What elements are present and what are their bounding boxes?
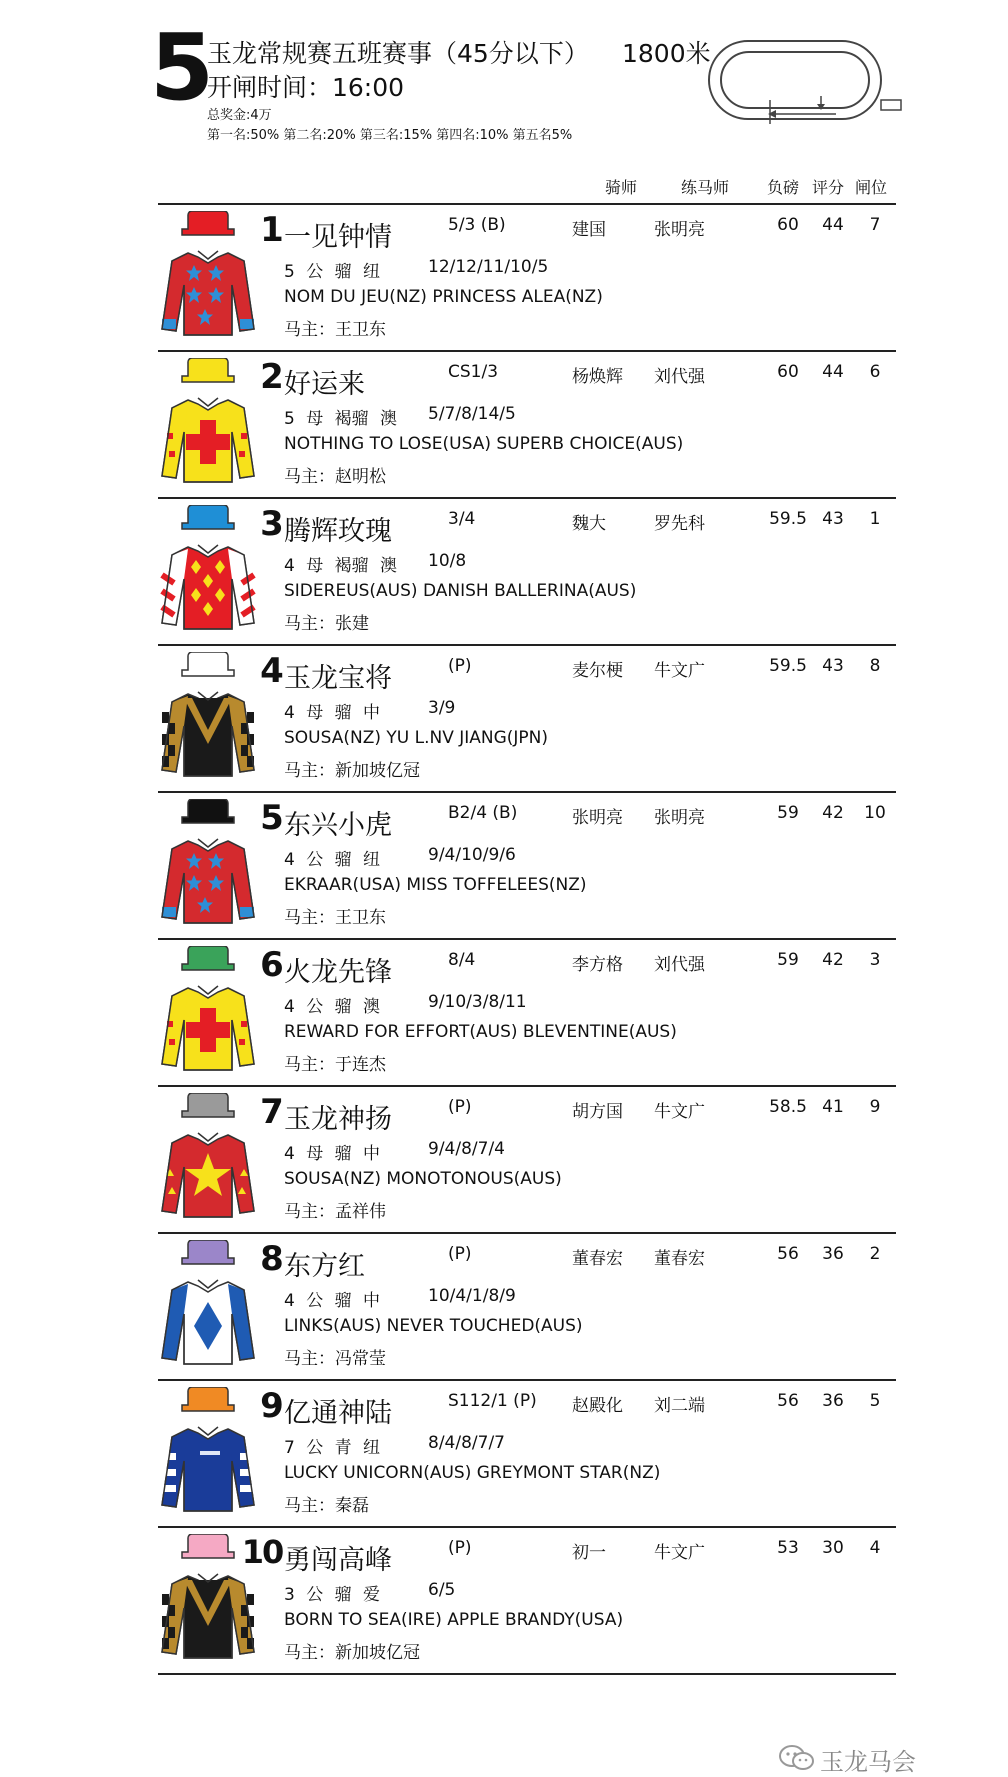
rating-value: 42 xyxy=(822,950,844,970)
owner: 马主：新加坡亿冠 xyxy=(284,1643,420,1663)
jockey-name: 胡方国 xyxy=(572,1102,623,1122)
owner: 马主：王卫东 xyxy=(284,320,386,340)
weight-value: 59 xyxy=(777,950,799,970)
gear-odds: S112/1 (P) xyxy=(448,1391,537,1411)
race-title: 玉龙常规赛五班赛事（45分以下） xyxy=(207,39,589,68)
runner-number: 7 xyxy=(260,1092,284,1132)
horse-info: 7 公 青 纽 xyxy=(284,1438,381,1458)
horse-name: 亿通神陆 xyxy=(284,1398,392,1429)
owner: 马主：张建 xyxy=(284,614,369,634)
owner: 马主：新加坡亿冠 xyxy=(284,761,420,781)
runner-number: 10 xyxy=(241,1533,283,1571)
pedigree: BORN TO SEA(IRE) APPLE BRANDY(USA) xyxy=(284,1610,624,1630)
jockey-name: 杨焕辉 xyxy=(572,367,623,387)
race-number: 5 xyxy=(150,14,211,121)
row-divider xyxy=(158,1673,896,1675)
draw-value: 2 xyxy=(869,1244,881,1264)
recent-form: 9/4/8/7/4 xyxy=(428,1139,505,1159)
rating-value: 44 xyxy=(822,215,844,235)
runner-number: 5 xyxy=(260,798,284,838)
prize-total: 总奖金:4万 xyxy=(207,108,272,123)
trainer-name: 牛文广 xyxy=(654,1543,705,1563)
draw-value: 6 xyxy=(869,362,881,382)
horse-info: 5 公 骝 纽 xyxy=(284,262,381,282)
gear-odds: 5/3 (B) xyxy=(448,215,506,235)
pedigree: SOUSA(NZ) MONOTONOUS(AUS) xyxy=(284,1169,562,1189)
pedigree: REWARD FOR EFFORT(AUS) BLEVENTINE(AUS) xyxy=(284,1022,677,1042)
trainer-name: 张明亮 xyxy=(654,808,705,828)
recent-form: 6/5 xyxy=(428,1580,456,1600)
jockey-name: 张明亮 xyxy=(572,808,623,828)
recent-form: 3/9 xyxy=(428,698,456,718)
rating-value: 42 xyxy=(822,803,844,823)
trainer-name: 牛文广 xyxy=(654,1102,705,1122)
gear-odds: B2/4 (B) xyxy=(448,803,518,823)
header-rating: 评分 xyxy=(812,178,845,197)
watermark: 玉龙马会 xyxy=(820,1748,916,1776)
runner-row xyxy=(158,499,896,645)
trainer-name: 董春宏 xyxy=(654,1249,705,1269)
trainer-name: 牛文广 xyxy=(654,661,705,681)
pedigree: LINKS(AUS) NEVER TOUCHED(AUS) xyxy=(284,1316,583,1336)
pedigree: NOTHING TO LOSE(USA) SUPERB CHOICE(AUS) xyxy=(284,434,684,454)
gear-odds: CS1/3 xyxy=(448,362,499,382)
weight-value: 53 xyxy=(777,1538,799,1558)
recent-form: 9/10/3/8/11 xyxy=(428,992,527,1012)
gear-odds: (P) xyxy=(448,656,472,676)
jockey-name: 麦尔梗 xyxy=(572,661,623,681)
runner-row xyxy=(158,352,896,498)
jockey-name: 赵殿化 xyxy=(572,1396,623,1416)
jockey-name: 初一 xyxy=(572,1543,606,1563)
weight-value: 60 xyxy=(777,362,799,382)
horse-name: 勇闯高峰 xyxy=(284,1545,392,1576)
runner-row xyxy=(158,1087,896,1233)
horse-name: 玉龙神扬 xyxy=(284,1104,392,1135)
pedigree: NOM DU JEU(NZ) PRINCESS ALEA(NZ) xyxy=(284,287,603,307)
weight-value: 59.5 xyxy=(769,656,807,676)
recent-form: 10/4/1/8/9 xyxy=(428,1286,516,1306)
header-trainer: 练马师 xyxy=(681,178,730,197)
draw-value: 7 xyxy=(869,215,881,235)
weight-value: 58.5 xyxy=(769,1097,807,1117)
trainer-name: 罗先科 xyxy=(654,514,705,534)
runner-number: 2 xyxy=(260,357,284,397)
draw-value: 8 xyxy=(869,656,881,676)
pedigree: SIDEREUS(AUS) DANISH BALLERINA(AUS) xyxy=(284,581,637,601)
draw-value: 10 xyxy=(864,803,886,823)
runner-number: 1 xyxy=(260,210,284,250)
header-jockey: 骑师 xyxy=(605,178,638,197)
rating-value: 43 xyxy=(822,509,844,529)
owner: 马主：王卫东 xyxy=(284,908,386,928)
runner-number: 6 xyxy=(260,945,284,985)
header-weight: 负磅 xyxy=(767,178,800,197)
horse-info: 4 公 骝 纽 xyxy=(284,850,381,870)
horse-info: 4 母 褐骝 澳 xyxy=(284,556,398,576)
owner: 马主：秦磊 xyxy=(284,1496,369,1516)
start-time: 开闸时间：16:00 xyxy=(207,73,405,102)
horse-name: 玉龙宝将 xyxy=(284,663,392,694)
jockey-silks-icon xyxy=(158,652,258,788)
horse-info: 5 母 褐骝 澳 xyxy=(284,409,398,429)
weight-value: 60 xyxy=(777,215,799,235)
trainer-name: 刘代强 xyxy=(654,367,705,387)
jockey-silks-icon xyxy=(158,1093,258,1229)
draw-value: 1 xyxy=(869,509,881,529)
weight-value: 56 xyxy=(777,1391,799,1411)
runner-number: 9 xyxy=(260,1386,284,1426)
weight-value: 56 xyxy=(777,1244,799,1264)
jockey-name: 建国 xyxy=(572,220,606,240)
recent-form: 9/4/10/9/6 xyxy=(428,845,516,865)
trainer-name: 刘代强 xyxy=(654,955,705,975)
recent-form: 5/7/8/14/5 xyxy=(428,404,516,424)
owner: 马主：于连杰 xyxy=(284,1055,386,1075)
gear-odds: (P) xyxy=(448,1244,472,1264)
recent-form: 12/12/11/10/5 xyxy=(428,257,549,277)
gear-odds: (P) xyxy=(448,1538,472,1558)
trainer-name: 张明亮 xyxy=(654,220,705,240)
runner-number: 8 xyxy=(260,1239,284,1279)
rating-value: 41 xyxy=(822,1097,844,1117)
pedigree: SOUSA(NZ) YU L.NV JIANG(JPN) xyxy=(284,728,549,748)
draw-value: 5 xyxy=(869,1391,881,1411)
rating-value: 30 xyxy=(822,1538,844,1558)
horse-info: 4 公 骝 中 xyxy=(284,1291,381,1311)
gear-odds: 8/4 xyxy=(448,950,476,970)
owner: 马主：孟祥伟 xyxy=(284,1202,386,1222)
trainer-name: 刘二端 xyxy=(654,1396,705,1416)
rating-value: 43 xyxy=(822,656,844,676)
recent-form: 8/4/8/7/7 xyxy=(428,1433,505,1453)
runner-row xyxy=(158,1528,896,1674)
horse-name: 东方红 xyxy=(284,1251,365,1282)
runner-row xyxy=(158,1234,896,1380)
runner-row xyxy=(158,793,896,939)
horse-info: 4 公 骝 澳 xyxy=(284,997,381,1017)
jockey-silks-icon xyxy=(158,1387,258,1523)
jockey-name: 李方格 xyxy=(572,955,623,975)
runner-row xyxy=(158,646,896,792)
runner-row xyxy=(158,940,896,1086)
prize-split: 第一名:50% 第二名:20% 第三名:15% 第四名:10% 第五名5% xyxy=(207,128,573,143)
header-draw: 闸位 xyxy=(855,178,888,197)
wechat-icon xyxy=(778,1744,816,1772)
jockey-silks-icon xyxy=(158,505,258,641)
horse-info: 4 母 骝 中 xyxy=(284,703,381,723)
jockey-silks-icon xyxy=(158,1240,258,1376)
rating-value: 36 xyxy=(822,1391,844,1411)
horse-name: 东兴小虎 xyxy=(284,810,392,841)
jockey-silks-icon xyxy=(158,358,258,494)
horse-info: 4 母 骝 中 xyxy=(284,1144,381,1164)
jockey-name: 魏大 xyxy=(572,514,606,534)
recent-form: 10/8 xyxy=(428,551,467,571)
rating-value: 36 xyxy=(822,1244,844,1264)
jockey-silks-icon xyxy=(158,946,258,1082)
weight-value: 59.5 xyxy=(769,509,807,529)
jockey-name: 董春宏 xyxy=(572,1249,623,1269)
jockey-silks-icon xyxy=(158,211,258,347)
horse-name: 腾辉玫瑰 xyxy=(284,516,392,547)
gear-odds: 3/4 xyxy=(448,509,476,529)
jockey-silks-icon xyxy=(158,799,258,935)
weight-value: 59 xyxy=(777,803,799,823)
runner-number: 3 xyxy=(260,504,284,544)
horse-info: 3 公 骝 爱 xyxy=(284,1585,381,1605)
runner-row xyxy=(158,205,896,351)
horse-name: 一见钟情 xyxy=(284,222,392,253)
draw-value: 4 xyxy=(869,1538,881,1558)
race-distance: 1800米 xyxy=(622,39,711,68)
pedigree: EKRAAR(USA) MISS TOFFELEES(NZ) xyxy=(284,875,587,895)
owner: 马主：赵明松 xyxy=(284,467,386,487)
track-diagram-icon xyxy=(706,38,902,128)
draw-value: 3 xyxy=(869,950,881,970)
pedigree: LUCKY UNICORN(AUS) GREYMONT STAR(NZ) xyxy=(284,1463,661,1483)
owner: 马主：冯常莹 xyxy=(284,1349,386,1369)
runner-number: 4 xyxy=(260,651,284,691)
runner-row xyxy=(158,1381,896,1527)
horse-name: 好运来 xyxy=(284,369,365,400)
draw-value: 9 xyxy=(869,1097,881,1117)
horse-name: 火龙先锋 xyxy=(284,957,392,988)
rating-value: 44 xyxy=(822,362,844,382)
gear-odds: (P) xyxy=(448,1097,472,1117)
